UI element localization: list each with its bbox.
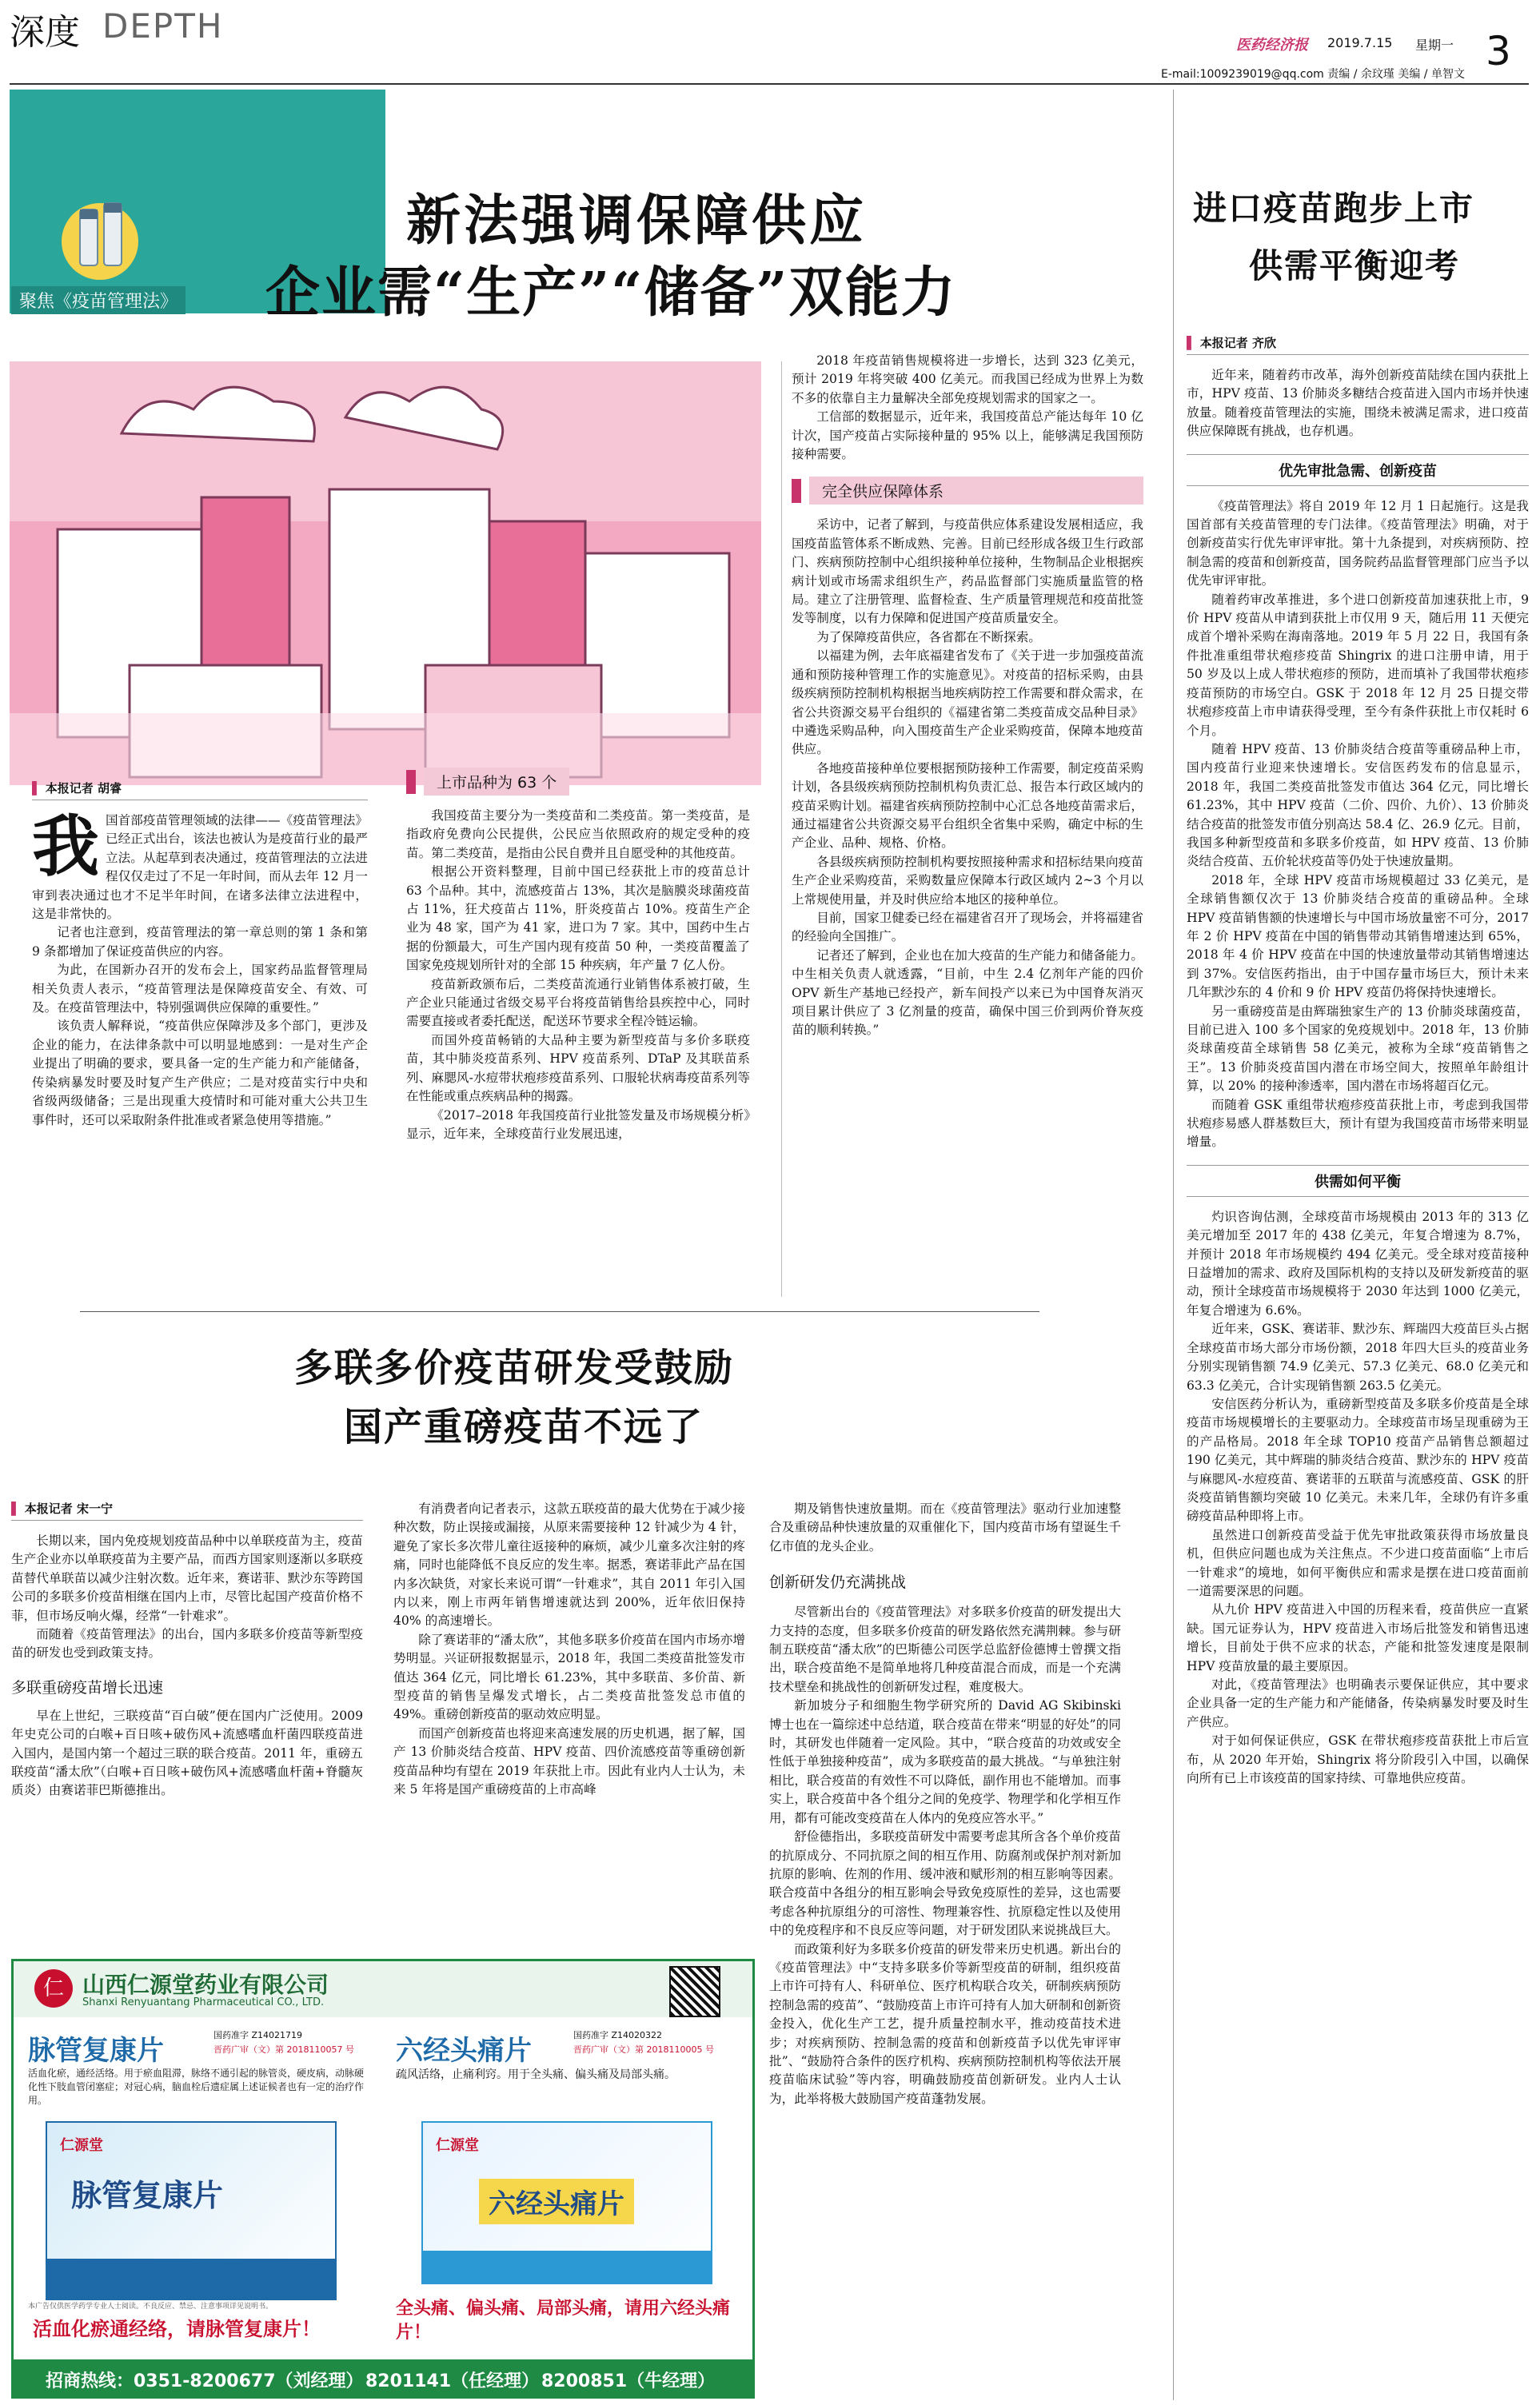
import-paragraph: 2018 年，全球 HPV 疫苗市场规模超过 33 亿美元，是全球销售额仅次于 13 价肺炎结合疫苗的重磅品种。全球 HPV 疫苗销售额的快速增长与中国市场放量密不可分，2017 年 2 价 HPV 疫苗在中国的销售带动其销售增速达到 65%，2018 年 4 价 HPV 疫苗在中国的快速放量带动其销售增速达到 37%。安信医药指出，由于中国存量市场巨大，预计未来几年默沙东的 4 价和 9 价 HPV 疫苗仍将保持快速增长。 bbox=[1187, 872, 1529, 1000]
product1-box bbox=[46, 2121, 337, 2300]
header-rule bbox=[10, 83, 1529, 85]
ad-company-en: Shanxi Renyuantang Pharmaceutical CO., LTD. bbox=[82, 1996, 325, 2008]
feature-paragraph: 2018 年疫苗销售规模将进一步增长，达到 323 亿美元，预计 2019 年将突破 400 亿美元。而我国已经成为世界上为数不多的依靠自主力量解决全部免疫规划需求的国家之一。 bbox=[792, 353, 1143, 405]
ad-company-cn: 山西仁源堂药业有限公司 bbox=[82, 1972, 329, 1998]
multi-subhead-2: 创新研发仍充满挑战 bbox=[769, 1573, 907, 1592]
feature-paragraph: 工信部的数据显示，近年来，我国疫苗总产能达每年 10 亿计次，国产疫苗占实际接种量的 95% 以上，能够满足我国预防接种需要。 bbox=[792, 409, 1143, 462]
product1-desc: 活血化瘀，通经活络。用于瘀血阻滞，脉络不通引起的脉管炎，硬皮病，动脉硬化性下肢血管闭塞症；对冠心病，脑血栓后遗症属上述证候者也有一定的治疗作用。 bbox=[28, 2068, 365, 2106]
import-subhead-2: 供需如何平衡 bbox=[1187, 1165, 1529, 1197]
multi-byline: ▌ 本报记者 宋一宁 bbox=[11, 1500, 363, 1521]
hotline-2: 8201141（任经理） bbox=[365, 2371, 540, 2391]
product2-box-brand: 仁源堂 bbox=[436, 2137, 479, 2154]
feature-paragraph: 记者还了解到，企业也在加大疫苗的生产能力和储备能力。中生相关负责人就透露，“目前，中生 2.4 亿剂年产能的四价 OPV 新生产基地已经投产，新车间投产以来已为中国脊灰消灭项目累计供应了 3 亿剂量的疫苗，确保中国三价到两价脊灰疫苗的顺利转换。” bbox=[792, 947, 1143, 1038]
product2-name: 六经头痛片 bbox=[396, 2035, 532, 2067]
multi-paragraph: 期及销售快速放量期。而在《疫苗管理法》驱动行业加速整合及重磅品种快速放量的双重催化下，国内疫苗市场有望诞生千亿市值的龙头企业。 bbox=[769, 1502, 1121, 1553]
multi-headline-1: 多联多价疫苗研发受鼓励 bbox=[294, 1346, 735, 1390]
import-paragraph: 对于如何保证供应，GSK 在带状疱疹疫苗获批上市后宣布，从 2020 年开始，Shingrix 将分阶段引入中国，以确保向所有已上市该疫苗的国家持续、可靠地供应疫苗。 bbox=[1187, 1733, 1529, 1786]
multi-col-2 bbox=[393, 1500, 745, 1948]
multi-col-1 bbox=[11, 1500, 363, 1948]
hotline-1: 0351-8200677（刘经理） bbox=[134, 2371, 364, 2391]
feature-paragraph: 该负责人解释说，“疫苗供应保障涉及多个部门，更涉及企业的能力，在法律条款中可以明显地感到：一是对生产企业提出了明确的要求，要具备一定的生产能力和产能储备，传染病暴发时要及时复产生产供应；二是对疫苗实行中央和省级两级储备；三是出现重大疫情时和可能对重大公共卫生事件时，还可以采取附条件批准或者紧急使用等措施。” bbox=[32, 1019, 368, 1127]
col-divider-main bbox=[1173, 90, 1174, 2400]
import-byline: ▌ 本报记者 齐欣 bbox=[1187, 334, 1529, 355]
product1-box-name: 脉管复康片 bbox=[71, 2178, 224, 2213]
import-paragraph: 近年来，GSK、赛诺菲、默沙东、辉瑞四大疫苗巨头占据全球疫苗市场大部分市场份额，2018 年四大巨头的疫苗业务分别实现销售额 74.9 亿美元、57.3 亿美元、68.0 亿美元和 63.3 亿美元，合计实现销售额 263.5 亿美元。 bbox=[1187, 1322, 1529, 1393]
advertisement bbox=[11, 1959, 755, 2399]
import-paragraph: 另一重磅疫苗是由辉瑞独家生产的 13 价肺炎球菌疫苗，目前已进入 100 多个国家的免疫规划中。2018 年，13 价肺炎球菌疫苗全球销售 58 亿美元，被称为全球“疫苗销售之王”。13 价肺炎疫苗国内潜在市场空间大，按照单年龄组计算，以 20% 的接种渗透率，国内潜在市场将超百亿元。 bbox=[1187, 1003, 1529, 1094]
multi-paragraph: 舒俭德指出，多联疫苗研发中需要考虑其所含各个单价疫苗的抗原成分、不同抗原之间的相互作用、防腐剂或保护剂对新加抗原的影响、佐剂的作用、缓冲液和赋形剂的相互影响等因素。联合疫苗中各组分的相互影响会导致免疫原性的差异，这也需要考虑各种抗原组分的可溶性、物理兼容性、抗原稳定性以及使用中的免疫程序和不良反应等问题，对于研发团队来说挑战巨大。 bbox=[769, 1829, 1121, 1938]
import-headline-1: 进口疫苗跑步上市 bbox=[1193, 189, 1475, 228]
feature-col-2 bbox=[406, 768, 750, 1299]
import-paragraph: 灼识咨询估测，全球疫苗市场规模由 2013 年的 313 亿美元增加至 2017 年的 438 亿美元，年复合增速为 8.7%，并预计 2018 年市场规模约 494 亿美元。受全球对疫苗接种日益增加的需求、政府及国际机构的支持以及研发新疫苗的驱动，预计全球疫苗市场规模将于 2030 年达到 1000 亿美元，年复合增速为 6.6%。 bbox=[1187, 1209, 1529, 1318]
feature-paragraph: 为了保障疫苗供应，各省都在不断探索。 bbox=[816, 629, 1041, 644]
multi-paragraph: 早在上世纪，三联疫苗“百白破”便在国内广泛使用。2009 年史克公司的白喉+百日咳+破伤风+流感嗜血杆菌四联疫苗进入国内，是国内第一个超过三联的联合疫苗。2011 年，重磅五联疫苗“潘太欣”（白喉+百日咳+破伤风+流感嗜血杆菌+脊髓灰质炎）由赛诺菲巴斯德推出。 bbox=[11, 1708, 363, 1798]
product2-slogan: 全头痛、偏头痛、局部头痛，请用六经头痛片！ bbox=[396, 2299, 731, 2343]
import-paragraph: 而随着 GSK 重组带状疱疹疫苗获批上市，考虑到我国带状疱疹易感人群基数巨大，预计有望为我国疫苗市场带来明显增量。 bbox=[1187, 1097, 1529, 1150]
feature-paragraph: 疫苗新政颁布后，二类疫苗流通行业销售体系被打破，生产企业只能通过省级交易平台将疫苗销售给县疾控中心，同时需要直接或者委托配送，配送环节要求全程冷链运输。 bbox=[406, 976, 750, 1029]
feature-headline-2: 企业需“生产”“储备”双能力 bbox=[265, 261, 957, 325]
feature-dropcap: 我 bbox=[32, 807, 100, 886]
multi-col-3 bbox=[769, 1500, 1121, 2395]
feature-col-3 bbox=[792, 352, 1143, 1299]
product1-box-brand: 仁源堂 bbox=[60, 2137, 103, 2154]
product1-ad-no: 晋药广审（文）第 2018110057 号 bbox=[213, 2044, 354, 2055]
feature-illustration bbox=[10, 361, 761, 785]
multi-subhead-1: 多联重磅疫苗增长迅速 bbox=[11, 1678, 164, 1697]
import-paragraph: 《疫苗管理法》将自 2019 年 12 月 1 日起施行。这是我国首部有关疫苗管理的专门法律。《疫苗管理法》明确，对于创新疫苗实行优先审评审批。第十九条提到，对疾病预防、控制急需的疫苗和创新疫苗，国务院药品监督管理部门应当予以优先审评审批。 bbox=[1187, 498, 1529, 588]
import-paragraph: 近年来，随着药市改革，海外创新疫苗陆续在国内获批上市，HPV 疫苗、13 价肺炎多糖结合疫苗进入国内市场并快速放量。随着疫苗管理法的实施，围绕未被满足需求，进口疫苗供应保障既有挑战，也存机遇。 bbox=[1187, 368, 1529, 439]
multi-paragraph: 长期以来，国内免疫规划疫苗品种中以单联疫苗为主，疫苗生产企业亦以单联疫苗为主要产品，而西方国家则逐渐以多联疫苗替代单联苗以减少注射次数。近年来，赛诺菲、默沙东等跨国公司的多联多价疫苗相继在国内上市，尽管比起国产疫苗价格不菲，但市场反响火爆，经常“一针难求”。 bbox=[11, 1534, 363, 1623]
hotline-3: 8200851（牛经理） bbox=[541, 2371, 716, 2391]
feature-paragraph: 我国疫苗主要分为一类疫苗和二类疫苗。第一类疫苗，是指政府免费向公民提供，公民应当依照政府的规定受种的疫苗。第二类疫苗，是指由公民自费并且自愿受种的其他疫苗。 bbox=[406, 808, 750, 860]
import-paragraph: 虽然进口创新疫苗受益于优先审批政策获得市场放量良机，但供应问题也成为关注焦点。不少进口疫苗面临“上市后一针难求”的境地，如何平衡供应和需求是摆在进口疫苗面前一道需要深思的问题。 bbox=[1187, 1527, 1529, 1598]
paper-name: 医药经济报 bbox=[1236, 37, 1308, 54]
feature-paragraph: 采访中，记者了解到，与疫苗供应体系建设发展相适应，我国疫苗监管体系不断成熟、完善。目前已经形成各级卫生行政部门、疾病预防控制中心组织接种单位接种，生物制品企业根据疾病计划或市场需求组织生产，药品监督部门实施质量监管的格局。建立了注册管理、监督检查、生产质量管理规范和疫苗批签发等制度，以有力保障和促进国产疫苗质量安全。 bbox=[792, 517, 1143, 626]
feature-lead: 国首部疫苗管理领域的法律——《疫苗管理法》已经正式出台，该法也被认为是疫苗行业的最严立法。从起草到表决通过，疫苗管理法的立法进程仅仅走过了不足一年时间，而从去年 12 月一审到表决通过也才不足半年时间，在诸多法律立法进程中，这是非常快的。 bbox=[32, 813, 368, 922]
multi-paragraph: 尽管新出台的《疫苗管理法》对多联多价疫苗的研发提出大力支持的态度，但多联多价疫苗的研发路依然充满荆棘。参与研制五联疫苗“潘太欣”的巴斯德公司医学总监舒俭德博士曾撰文指出，联合疫苗绝不是简单地将几种疫苗混合而成，而是一个充满技术壁垒和挑战性的创新研发过程，难度极大。 bbox=[769, 1605, 1121, 1694]
product1-slogan: 活血化瘀通经络，请脉管复康片！ bbox=[33, 2318, 321, 2340]
feature-paragraph: 为此，在国新办召开的发布会上，国家药品监督管理局相关负责人表示，“疫苗管理法是保障疫苗安全、有效、可及。在疫苗管理法中，特别强调供应保障的重要性。” bbox=[32, 963, 368, 1015]
page-number: 3 bbox=[1486, 28, 1511, 74]
import-paragraph: 随着 HPV 疫苗、13 价肺炎结合疫苗等重磅品种上市，国内疫苗行业迎来快速增长。安信医药发布的信息显示，2018 年，我国二类疫苗批签发市值达 364 亿元，同比增长 61.23%，其中 HPV 疫苗（二价、四价、九价）、13 价肺炎结合疫苗的批签发市值分别高达 58.4 亿、26.9 亿元。目前，我国多种新型疫苗和多联多价疫苗，如 HPV 疫苗、13 价肺炎结合疫苗、五价轮状疫苗等仍处于快速放量期。 bbox=[1187, 741, 1529, 869]
feature-tag: 聚焦《疫苗管理法》 bbox=[11, 286, 186, 314]
multi-paragraph: 新加坡分子和细胞生物学研究所的 David AG Skibinski 博士也在一篇综述中总结道，联合疫苗在带来“明显的好处”的同时，其研发也伴随着一定风险。其中，“联合疫苗的功效或安全性低于单独接种疫苗”，成为多联疫苗的最大挑战。“与单独注射相比，联合疫苗的有效性不可以降低，副作用也不能增加。而事实上，联合疫苗中各个组分之间的免疫学、物理学和化学相互作用，都有可能改变疫苗在人体内的免疫应答水平。” bbox=[769, 1698, 1121, 1825]
feature-headline-1: 新法强调保障供应 bbox=[406, 189, 868, 253]
ad-logo-icon: 仁 bbox=[34, 1969, 73, 2008]
product2-approval: 国药准字 Z14020322 bbox=[573, 2030, 663, 2040]
feature-paragraph: 《2017–2018 年我国疫苗行业批签发量及市场规模分析》显示，近年来，全球疫苗行业发展迅速， bbox=[406, 1107, 750, 1141]
col-divider-a bbox=[781, 361, 782, 1297]
feature-paragraph: 根据公开资料整理，目前中国已经获批上市的疫苗总计 63 个品种。其中，流感疫苗占 13%，其次是脑膜炎球菌疫苗占 11%，狂犬疫苗占 11%，肝炎疫苗占 10%。疫苗生产企业为 48 家，国产为 41 家，进口为 7 家。其中，国药中生占据的份额最大，可生产国内现有疫苗 50 种，一类疫苗覆盖了国家免疫规划所针对的全部 15 种疾病，年产量 7 亿人份。 bbox=[406, 864, 750, 973]
feature-paragraph: 各县级疾病预防控制机构要按照接种需求和招标结果向疫苗生产企业采购疫苗，采购数量应保障本行政区域内 2~3 个月以上常规使用量，并及时供应给本地区的接种单位。 bbox=[792, 854, 1143, 907]
feature-subhead-b: 完全供应保障体系 bbox=[792, 477, 1143, 505]
vaccine-icon bbox=[56, 185, 144, 285]
issue-date: 2019.7.15 bbox=[1327, 35, 1393, 50]
ad-disclaimer: 本广告仅供医学药学专业人士阅读。不良反应、禁忌、注意事项详见说明书。 bbox=[28, 2303, 273, 2311]
issue-weekday: 星期一 bbox=[1415, 38, 1454, 53]
multi-paragraph: 有消费者向记者表示，这款五联疫苗的最大优势在于减少接种次数，防止误接或漏接，从原来需要接种 12 针减少为 4 针，避免了家长多次带儿童往返接种的麻烦，减少儿童多次注射的疼痛，同时也能降低不良反应的发生率。据悉，赛诺菲此产品在国内多次缺货，对家长来说可谓“一针难求”，其自 2011 年引入国内以来，刚上市两年销售增速就达到 200%，近年依旧保持 40% 的高速增长。 bbox=[393, 1502, 745, 1629]
product1-name: 脉管复康片 bbox=[28, 2035, 164, 2067]
hotline-label: 招商热线： bbox=[46, 2371, 134, 2391]
multi-paragraph: 除了赛诺菲的“潘太欣”，其他多联多价疫苗在国内市场亦增势明显。兴证研报数据显示，2018 年，我国二类疫苗批签发市值达 364 亿元，同比增长 61.23%，其中多联苗、多价苗、新型疫苗的销售呈爆发式增长，占二类疫苗批签发总市值的 49%。重磅创新疫苗的驱动效应明显。 bbox=[393, 1632, 745, 1722]
section-title-en: DEPTH bbox=[102, 6, 224, 46]
feature-col-1 bbox=[32, 780, 368, 1299]
import-paragraph: 安信医药分析认为，重磅新型疫苗及多联多价疫苗是全球疫苗市场规模增长的主要驱动力。全球疫苗市场呈现重磅为王的产品格局。2018 年全球 TOP10 疫苗产品销售总额超过 190 亿美元，其中辉瑞的肺炎结合疫苗、默沙东的 HPV 疫苗与麻腮风-水痘疫苗、赛诺菲的五联苗与流感疫苗、GSK 的肝炎疫苗销售额均突破 10 亿美元。未来几年，全球仍有许多重磅疫苗品种即将上市。 bbox=[1187, 1396, 1529, 1524]
feature-subhead-a: 上市品种为 63 个 bbox=[406, 768, 750, 796]
feature-paragraph: 各地疫苗接种单位要根据预防接种工作需要，制定疫苗采购计划，各县级疾病预防控制机构负责汇总、报告本行政区域内的疫苗采购计划。福建省疾病预防控制中心汇总各地疫苗需求后，通过福建省公共资源交易平台组织全省集中采购，确定中标的生产企业、品种、规格、价格。 bbox=[792, 760, 1143, 851]
product2-box bbox=[421, 2121, 712, 2284]
import-paragraph: 从九价 HPV 疫苗进入中国的历程来看，疫苗供应一直紧缺。国元证券认为，HPV 疫苗进入市场后批签发和销售迅速增长，目前处于供不应求的状态，产能和批签发速度是限制 HPV 疫苗放量的最主要原因。 bbox=[1187, 1602, 1529, 1673]
multi-paragraph: 而随着《疫苗管理法》的出台，国内多联多价疫苗等新型疫苗的研发也受到政策支持。 bbox=[11, 1627, 363, 1661]
product2-desc: 疏风活络，止痛利窍。用于全头痛、偏头痛及局部头痛。 bbox=[396, 2068, 676, 2081]
section-title-cn: 深度 bbox=[10, 12, 80, 53]
feature-paragraph: 以福建为例，去年底福建省发布了《关于进一步加强疫苗流通和预防接种管理工作的实施意见》。对疫苗的招标采购，由县级疾病预防控制机构根据当地疾病防控工作需要和群众需求，在省公共资源交易平台组织的《福建省第二类疫苗成交品种目录》中遴选采购品种，向入围疫苗生产企业采购疫苗，保障本地疫苗供应。 bbox=[792, 648, 1143, 757]
feature-paragraph: 而国外疫苗畅销的大品种主要为新型疫苗与多价多联疫苗，其中肺炎疫苗系列、HPV 疫苗系列、DTaP 及其联苗系列、麻腮风-水痘带状疱疹疫苗系列、口服轮状病毒疫苗系列等在性能或重点疾病品种的揭露。 bbox=[406, 1032, 750, 1104]
import-article-body bbox=[1187, 334, 1529, 2401]
multi-headline-2: 国产重磅疫苗不远了 bbox=[344, 1405, 704, 1450]
import-headline-2: 供需平衡迎考 bbox=[1249, 246, 1461, 285]
credits-line: E-mail:1009239019@qq.com 责编 / 余玟瑾 美编 / 单智文 bbox=[1161, 68, 1465, 81]
import-paragraph: 对此，《疫苗管理法》也明确表示要保证供应，其中要求企业具备一定的生产能力和产能储备，传染病暴发时要及时生产供应。 bbox=[1187, 1677, 1529, 1729]
multi-paragraph: 而国产创新疫苗也将迎来高速发展的历史机遇，据了解，国产 13 价肺炎结合疫苗、HPV 疫苗、四价流感疫苗等重磅创新疫苗品种均有望在 2019 年获批上市。因此有业内人士认为，未来 5 年将是国产重磅疫苗的上市高峰 bbox=[393, 1725, 745, 1797]
qr-code bbox=[669, 1966, 720, 2017]
product2-ad-no: 晋药广审（文）第 2018110005 号 bbox=[573, 2044, 714, 2055]
feature-paragraph: 记者也注意到，疫苗管理法的第一章总则的第 1 条和第 9 条都增加了保证疫苗供应的内容。 bbox=[32, 925, 368, 959]
product1-approval: 国药准字 Z14021719 bbox=[213, 2030, 303, 2040]
product2-box-name: 六经头痛片 bbox=[479, 2179, 634, 2224]
import-paragraph: 随着药审改革推进，多个进口创新疫苗加速获批上市，9 价 HPV 疫苗从申请到获批上市仅用 9 天，随后用 11 天便完成首个增补采购在海南落地。2019 年 5 月 22 日，我国有条件批准重组带状疱疹疫苗 Shingrix 的进口注册申请，用于 50 岁及以上成人带状疱疹的预防，进而填补了我国带状疱疹疫苗预防的市场空白。GSK 于 2018 年 12 月 25 日提交带状疱疹疫苗上市申请获得受理，至今有条件获批上市仅耗时 6 个月。 bbox=[1187, 592, 1529, 738]
import-subhead-1: 优先审批急需、创新疫苗 bbox=[1187, 454, 1529, 486]
feature-byline: ▌ 本报记者 胡睿 bbox=[32, 780, 368, 800]
multi-paragraph: 而政策利好为多联多价疫苗的研发带来历史机遇。新出台的《疫苗管理法》中“支持多联多价等新型疫苗的研制，组织疫苗上市许可持有人、科研单位、医疗机构联合攻关，研制疾病预防控制急需的疫苗”、“鼓励疫苗上市许可持有人加大研制和创新资金投入，优化生产工艺，提升质量控制水平，推动疫苗技术进步；对疾病预防、控制急需的疫苗和创新疫苗予以优先审评审批”、“鼓励符合条件的医疗机构、疾病预防控制机构等依法开展疫苗临床试验”等内容，明确鼓励疫苗创新研发。业内人士认为，此举将极大鼓励国产疫苗蓬勃发展。 bbox=[769, 1941, 1121, 2106]
feature-paragraph: 目前，国家卫健委已经在福建省召开了现场会，并将福建省的经验向全国推广。 bbox=[792, 910, 1143, 944]
section-divider bbox=[80, 1311, 1039, 1312]
